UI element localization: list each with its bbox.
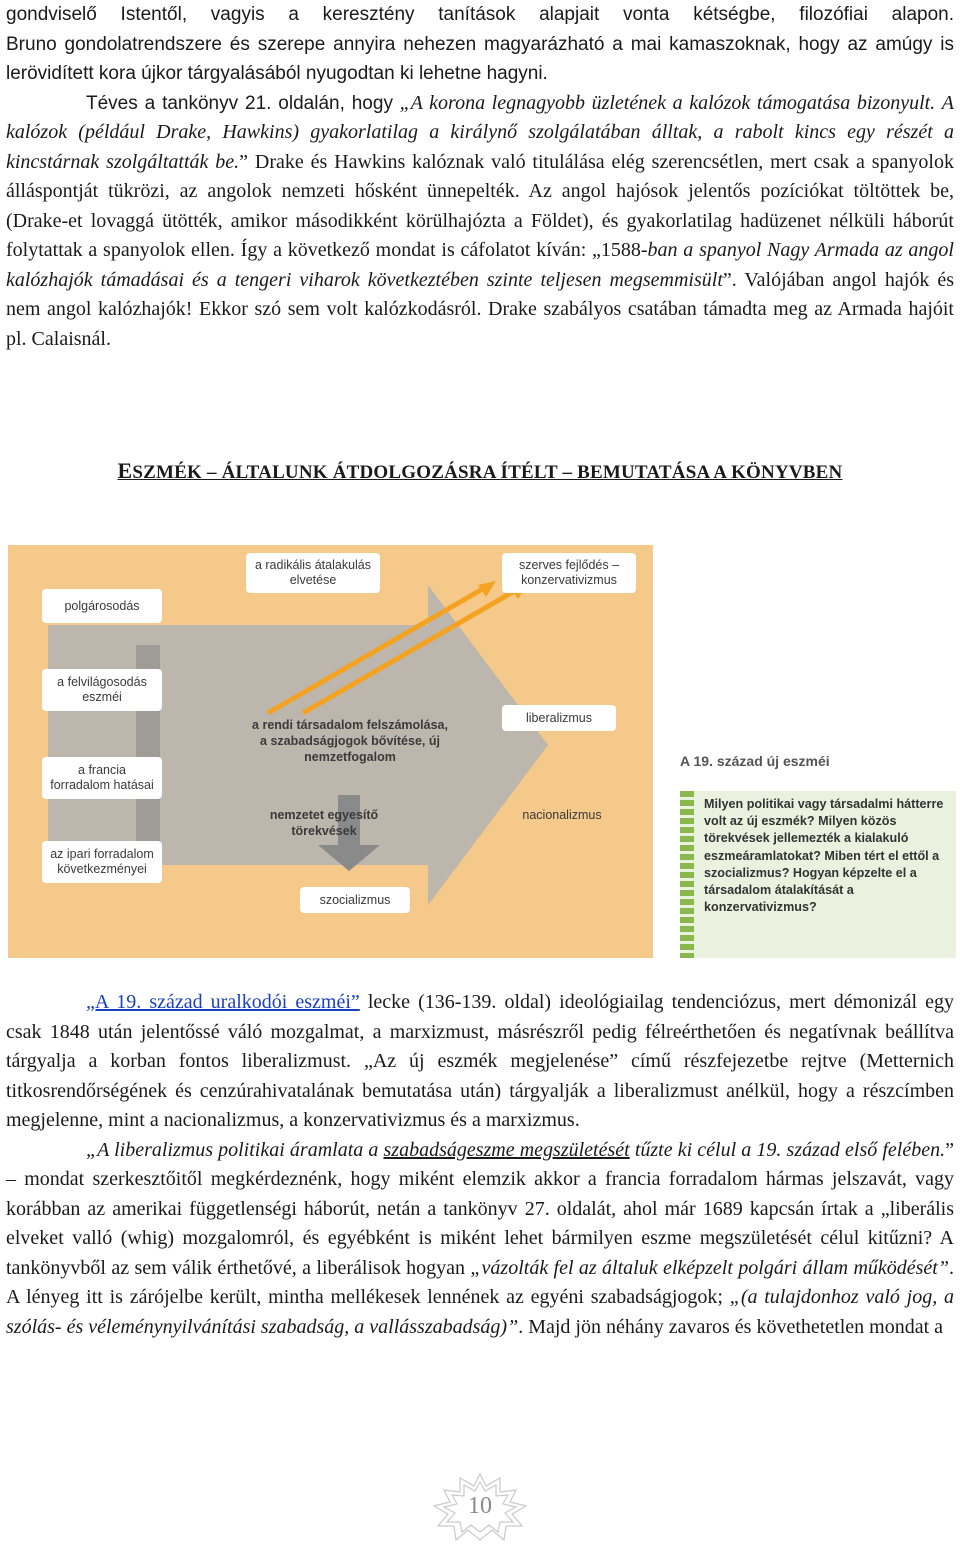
box-francia-forradalom: a francia forradalom hatásai	[42, 757, 162, 799]
page-number-badge	[430, 1470, 530, 1542]
center-bottom-text: nemzetet egyesítő törekvések	[269, 808, 379, 838]
box-szocializmus: szocializmus	[300, 887, 410, 913]
box-felvilagosodas: a felvilágosodás eszméi	[42, 669, 162, 711]
section-heading: ESZMÉK – ÁLTALUNK ÁTDOLGOZÁSRA ÍTÉLT – BEMUTATÁSA A KÖNYVBEN	[117, 458, 843, 483]
text-line-3: Téves a tankönyv 21. oldalán, hogy „A korona legnagyobb üzletének a kalózok támogatása bizonyult. A kalózok (például Drake, Hawkins) gyakorlatilag a királynő szolgálatában álltak, a rabolt kincs egy részét a kincstárnak szolgáltatták be.” Drake és Hawkins kalóznak való titulálása elég szerencsétlen, mert csak a spanyolok álláspontját tükrözi, az angolok nemzeti hősként ünnepelték. Az angol hajósok jelentős pozíciókat töltöttek be, (Drake-et lovaggá ütötték, amikor másodikként körülhajózta a Földet), és gyakorlatilag hadüzenet nélküli háborút folytattak a spanyolok ellen. Így a következő mondat is cáfolatot kíván: „1588-ban a spanyol Nagy Armada az angol kalózhajók támadásai és a tengeri viharok következtében szinte teljesen megsemmisült”. Valójában angol hajók és nem angol kalózhajók! Ekkor szó sem volt kalózkodásról. Drake szabályos csatában támadta meg az Armada hajóit pl. Calaisnál.	[6, 91, 955, 350]
box-ipari-forradalom: az ipari forradalom következményei	[42, 841, 162, 883]
bottom-p2: „A liberalizmus politikai áramlata a szabadságeszme megszületését tűzte ki célul a 19. század első felében.” – mondat szerkesztőitől megkérdeznénk, hogy miként elemzik akkor a francia forradalom hármas jelszavát, vagy korábban az amerikai függetlenségi háborút, netán a tankönyv 27. oldalát, ahol már 1689 kapcsán írtak a „liberális elveket valló (whig) mozgalomról, és egyébként is miként lehet bármilyen eszme megszületését célul kitűzni? A tankönyvből az sem válik érthetővé, a liberálisok hogyan „vázolták fel az általuk elképzelt polgári állam működését”. A lényeg itt is zárójelbe került, mintha mellékesek lennének az egyéni szabadságjogok; „(a tulajdonhoz való jog, a szólás- és véleménynyilvánítási szabadság, a vallásszabadság)”. Majd jön néhány zavaros és követhetetlen mondat a	[6, 1138, 954, 1338]
textbook-figure	[8, 545, 956, 958]
figure-right-side	[656, 545, 956, 958]
text-line-2: Bruno gondolatrendszere és szerepe annyira nehezen magyarázható a mai kamaszoknak, hogy az amúgy is lerövidített kora újkor tárgyalásából nyugodtan ki lehetne hagyni.	[6, 33, 954, 84]
questions-bar	[680, 791, 694, 958]
orange-arrow-1-head	[478, 581, 496, 597]
box-radikalis: a radikális átalakulás elvetése	[246, 553, 380, 593]
bottom-paragraph	[6, 988, 954, 1342]
box-liberalizmus: liberalizmus	[502, 705, 616, 731]
top-paragraph	[6, 0, 954, 354]
box-polgarosodas: polgárosodás	[42, 589, 162, 623]
questions-text: Milyen politikai vagy társadalmi hátterre volt az új eszmék? Milyen közös törekvések jellemezték a kialakuló eszmeáramlatokat? Miben tért el ettől a szocializmus? Hogyan képzelte el a társadalom átalakítását a konzervativizmus?	[704, 797, 944, 915]
box-szerves-fejlodes: szerves fejlődés – konzervativizmus	[502, 553, 636, 593]
diagram-panel	[8, 545, 653, 958]
new-ideas-title: A 19. század új eszméi	[680, 753, 830, 769]
text-line-1: gondviselő Istentől, vagyis a keresztény tanítások alapjait vonta kétségbe, filozófiai alapon.	[6, 4, 954, 25]
questions-box	[680, 791, 956, 958]
bottom-p1: „A 19. század uralkodói eszméi” lecke (136-139. oldal) ideológiailag tendenciózus, mert démonizál egy csak 1848 után jelentőssé váló mozgalmat, a marxizmust, másrészről pedig félreérthetően és negatívnak beállítva tárgyalja a korban fontos liberalizmust. „Az új eszmék megjelenése” című részfejezetbe rejtve (Metternich titkosrendőrségének és cenzúrahivatalának bemutatása után) tárgyalják a liberalizmust anélkül, hogy a részcímben megjelenne, mint a nacionalizmus, a konzervativizmus és a marxizmus.	[6, 991, 955, 1131]
nacionalizmus-text: nacionalizmus	[522, 808, 602, 822]
page-number: 10	[468, 1493, 492, 1519]
middle-text: a rendi társadalom felszámolása, a szabadságjogok bővítése, új nemzetfogalom	[252, 718, 448, 764]
lesson-link[interactable]: „A 19. század uralkodói eszméi”	[86, 991, 360, 1013]
